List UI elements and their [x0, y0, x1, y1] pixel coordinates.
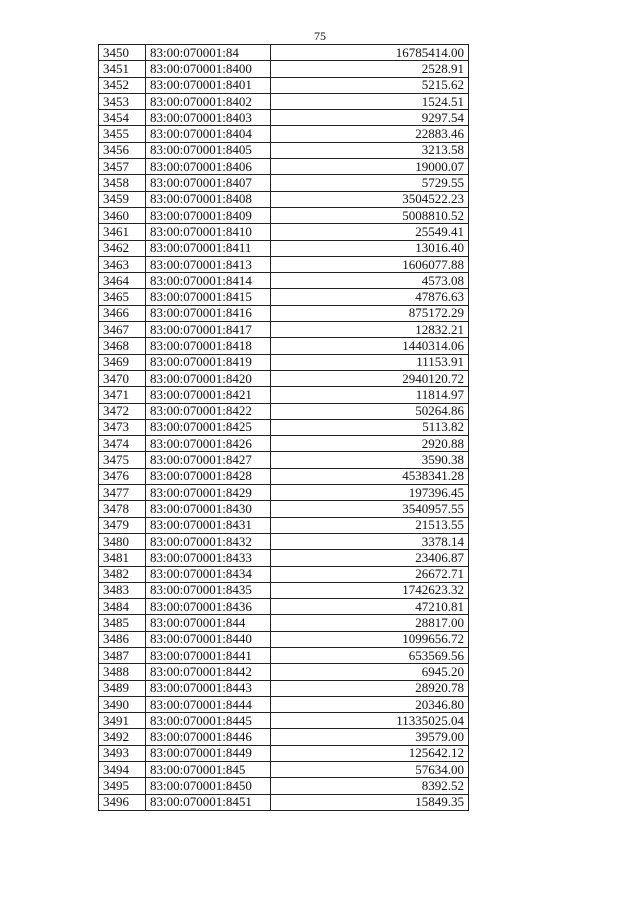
table-row — [99, 468, 469, 484]
value-cell: 9297.54 — [271, 110, 469, 126]
row-number-cell: 3463 — [99, 256, 146, 272]
cadastral-number-cell: 83:00:070001:84 — [146, 45, 271, 61]
cadastral-number-cell: 83:00:070001:8415 — [146, 289, 271, 305]
row-number-cell: 3459 — [99, 191, 146, 207]
cadastral-number-cell: 83:00:070001:8407 — [146, 175, 271, 191]
row-number-cell: 3452 — [99, 77, 146, 93]
cadastral-number-cell: 83:00:070001:8443 — [146, 680, 271, 696]
cadastral-number-cell: 83:00:070001:8408 — [146, 191, 271, 207]
table-row — [99, 582, 469, 598]
table-body — [99, 45, 469, 811]
cadastral-number-cell: 83:00:070001:845 — [146, 762, 271, 778]
row-number-cell: 3492 — [99, 729, 146, 745]
table-row — [99, 110, 469, 126]
table-row — [99, 159, 469, 175]
cadastral-number-cell: 83:00:070001:8445 — [146, 713, 271, 729]
value-cell: 3213.58 — [271, 142, 469, 158]
cadastral-number-cell: 83:00:070001:8451 — [146, 794, 271, 810]
row-number-cell: 3470 — [99, 370, 146, 386]
row-number-cell: 3494 — [99, 762, 146, 778]
row-number-cell: 3495 — [99, 778, 146, 794]
table-row — [99, 126, 469, 142]
row-number-cell: 3486 — [99, 631, 146, 647]
value-cell: 5008810.52 — [271, 207, 469, 223]
cadastral-number-cell: 83:00:070001:8400 — [146, 61, 271, 77]
table-row — [99, 696, 469, 712]
value-cell: 4573.08 — [271, 273, 469, 289]
cadastral-number-cell: 83:00:070001:8429 — [146, 485, 271, 501]
table-row — [99, 305, 469, 321]
row-number-cell: 3483 — [99, 582, 146, 598]
table-row — [99, 207, 469, 223]
value-cell: 5113.82 — [271, 419, 469, 435]
row-number-cell: 3479 — [99, 517, 146, 533]
table-row — [99, 175, 469, 191]
cadastral-number-cell: 83:00:070001:8446 — [146, 729, 271, 745]
value-cell: 1606077.88 — [271, 256, 469, 272]
cadastral-number-cell: 83:00:070001:8430 — [146, 501, 271, 517]
value-cell: 6945.20 — [271, 664, 469, 680]
value-cell: 8392.52 — [271, 778, 469, 794]
row-number-cell: 3485 — [99, 615, 146, 631]
table-row — [99, 778, 469, 794]
row-number-cell: 3453 — [99, 93, 146, 109]
page-number: 75 — [314, 29, 326, 43]
table-row — [99, 387, 469, 403]
value-cell: 26672.71 — [271, 566, 469, 582]
row-number-cell: 3476 — [99, 468, 146, 484]
cadastral-number-cell: 83:00:070001:8422 — [146, 403, 271, 419]
value-cell: 3504522.23 — [271, 191, 469, 207]
table-row — [99, 664, 469, 680]
value-cell: 4538341.28 — [271, 468, 469, 484]
table-row — [99, 615, 469, 631]
cadastral-number-cell: 83:00:070001:8428 — [146, 468, 271, 484]
table-row — [99, 631, 469, 647]
value-cell: 11814.97 — [271, 387, 469, 403]
row-number-cell: 3477 — [99, 485, 146, 501]
table-row — [99, 599, 469, 615]
cadastral-number-cell: 83:00:070001:8403 — [146, 110, 271, 126]
cadastral-number-cell: 83:00:070001:8444 — [146, 696, 271, 712]
table-row — [99, 745, 469, 761]
row-number-cell: 3451 — [99, 61, 146, 77]
cadastral-number-cell: 83:00:070001:8406 — [146, 159, 271, 175]
row-number-cell: 3475 — [99, 452, 146, 468]
table-row — [99, 436, 469, 452]
value-cell: 3590.38 — [271, 452, 469, 468]
row-number-cell: 3482 — [99, 566, 146, 582]
cadastral-number-cell: 83:00:070001:8421 — [146, 387, 271, 403]
row-number-cell: 3484 — [99, 599, 146, 615]
table-row — [99, 93, 469, 109]
cadastral-number-cell: 83:00:070001:8427 — [146, 452, 271, 468]
cadastral-number-cell: 83:00:070001:8402 — [146, 93, 271, 109]
value-cell: 1742623.32 — [271, 582, 469, 598]
row-number-cell: 3450 — [99, 45, 146, 61]
row-number-cell: 3491 — [99, 713, 146, 729]
table-row — [99, 419, 469, 435]
row-number-cell: 3466 — [99, 305, 146, 321]
row-number-cell: 3457 — [99, 159, 146, 175]
value-cell: 2920.88 — [271, 436, 469, 452]
table-row — [99, 77, 469, 93]
cadastral-number-cell: 83:00:070001:8432 — [146, 533, 271, 549]
value-cell: 197396.45 — [271, 485, 469, 501]
row-number-cell: 3465 — [99, 289, 146, 305]
cadastral-number-cell: 83:00:070001:8409 — [146, 207, 271, 223]
cadastral-number-cell: 83:00:070001:8418 — [146, 338, 271, 354]
value-cell: 11335025.04 — [271, 713, 469, 729]
value-cell: 25549.41 — [271, 224, 469, 240]
cadastral-number-cell: 83:00:070001:8442 — [146, 664, 271, 680]
value-cell: 22883.46 — [271, 126, 469, 142]
cadastral-number-cell: 83:00:070001:8419 — [146, 354, 271, 370]
value-cell: 3540957.55 — [271, 501, 469, 517]
table-row — [99, 501, 469, 517]
table-row — [99, 794, 469, 810]
cadastral-number-cell: 83:00:070001:8413 — [146, 256, 271, 272]
cadastral-number-cell: 83:00:070001:8410 — [146, 224, 271, 240]
value-cell: 12832.21 — [271, 322, 469, 338]
cadastral-number-cell: 83:00:070001:8436 — [146, 599, 271, 615]
row-number-cell: 3460 — [99, 207, 146, 223]
row-number-cell: 3458 — [99, 175, 146, 191]
cadastral-number-cell: 83:00:070001:8404 — [146, 126, 271, 142]
value-cell: 5215.62 — [271, 77, 469, 93]
value-cell: 1440314.06 — [271, 338, 469, 354]
row-number-cell: 3471 — [99, 387, 146, 403]
table-row — [99, 354, 469, 370]
cadastral-number-cell: 83:00:070001:8440 — [146, 631, 271, 647]
cadastral-number-cell: 83:00:070001:8420 — [146, 370, 271, 386]
row-number-cell: 3487 — [99, 647, 146, 663]
table-row — [99, 647, 469, 663]
table-row — [99, 485, 469, 501]
row-number-cell: 3456 — [99, 142, 146, 158]
row-number-cell: 3490 — [99, 696, 146, 712]
table-row — [99, 370, 469, 386]
row-number-cell: 3496 — [99, 794, 146, 810]
cadastral-number-cell: 83:00:070001:844 — [146, 615, 271, 631]
value-cell: 2940120.72 — [271, 370, 469, 386]
table-row — [99, 224, 469, 240]
table-row — [99, 680, 469, 696]
row-number-cell: 3454 — [99, 110, 146, 126]
row-number-cell: 3462 — [99, 240, 146, 256]
cadastral-number-cell: 83:00:070001:8450 — [146, 778, 271, 794]
value-cell: 16785414.00 — [271, 45, 469, 61]
value-cell: 3378.14 — [271, 533, 469, 549]
row-number-cell: 3468 — [99, 338, 146, 354]
row-number-cell: 3464 — [99, 273, 146, 289]
cadastral-number-cell: 83:00:070001:8441 — [146, 647, 271, 663]
table-row — [99, 729, 469, 745]
table-row — [99, 403, 469, 419]
value-cell: 653569.56 — [271, 647, 469, 663]
table-row — [99, 533, 469, 549]
row-number-cell: 3478 — [99, 501, 146, 517]
row-number-cell: 3480 — [99, 533, 146, 549]
row-number-cell: 3474 — [99, 436, 146, 452]
value-cell: 1524.51 — [271, 93, 469, 109]
row-number-cell: 3488 — [99, 664, 146, 680]
value-cell: 47210.81 — [271, 599, 469, 615]
row-number-cell: 3489 — [99, 680, 146, 696]
table-row — [99, 142, 469, 158]
row-number-cell: 3469 — [99, 354, 146, 370]
value-cell: 57634.00 — [271, 762, 469, 778]
table-row — [99, 289, 469, 305]
row-number-cell: 3493 — [99, 745, 146, 761]
cadastral-number-cell: 83:00:070001:8431 — [146, 517, 271, 533]
cadastral-number-cell: 83:00:070001:8411 — [146, 240, 271, 256]
cadastral-number-cell: 83:00:070001:8414 — [146, 273, 271, 289]
cadastral-number-cell: 83:00:070001:8401 — [146, 77, 271, 93]
cadastral-number-cell: 83:00:070001:8417 — [146, 322, 271, 338]
table-row — [99, 191, 469, 207]
value-cell: 19000.07 — [271, 159, 469, 175]
cadastral-number-cell: 83:00:070001:8449 — [146, 745, 271, 761]
value-cell: 1099656.72 — [271, 631, 469, 647]
value-cell: 2528.91 — [271, 61, 469, 77]
value-cell: 20346.80 — [271, 696, 469, 712]
cadastral-number-cell: 83:00:070001:8434 — [146, 566, 271, 582]
row-number-cell: 3455 — [99, 126, 146, 142]
table-row — [99, 517, 469, 533]
value-cell: 28817.00 — [271, 615, 469, 631]
value-cell: 11153.91 — [271, 354, 469, 370]
table-row — [99, 45, 469, 61]
value-cell: 125642.12 — [271, 745, 469, 761]
cadastral-number-cell: 83:00:070001:8433 — [146, 550, 271, 566]
cadastral-number-cell: 83:00:070001:8435 — [146, 582, 271, 598]
table-row — [99, 713, 469, 729]
table-row — [99, 256, 469, 272]
row-number-cell: 3461 — [99, 224, 146, 240]
table-row — [99, 273, 469, 289]
value-cell: 50264.86 — [271, 403, 469, 419]
table-row — [99, 322, 469, 338]
row-number-cell: 3472 — [99, 403, 146, 419]
value-cell: 23406.87 — [271, 550, 469, 566]
table-row — [99, 240, 469, 256]
table-row — [99, 338, 469, 354]
row-number-cell: 3481 — [99, 550, 146, 566]
table-row — [99, 566, 469, 582]
table-row — [99, 550, 469, 566]
value-cell: 15849.35 — [271, 794, 469, 810]
value-cell: 13016.40 — [271, 240, 469, 256]
cadastral-number-cell: 83:00:070001:8425 — [146, 419, 271, 435]
value-cell: 875172.29 — [271, 305, 469, 321]
value-cell: 28920.78 — [271, 680, 469, 696]
row-number-cell: 3473 — [99, 419, 146, 435]
value-cell: 5729.55 — [271, 175, 469, 191]
cadastral-number-cell: 83:00:070001:8405 — [146, 142, 271, 158]
cadastral-number-cell: 83:00:070001:8426 — [146, 436, 271, 452]
table-row — [99, 61, 469, 77]
cadastral-value-table — [98, 44, 469, 811]
table-row — [99, 452, 469, 468]
table-row — [99, 762, 469, 778]
value-cell: 21513.55 — [271, 517, 469, 533]
value-cell: 47876.63 — [271, 289, 469, 305]
cadastral-number-cell: 83:00:070001:8416 — [146, 305, 271, 321]
value-cell: 39579.00 — [271, 729, 469, 745]
row-number-cell: 3467 — [99, 322, 146, 338]
